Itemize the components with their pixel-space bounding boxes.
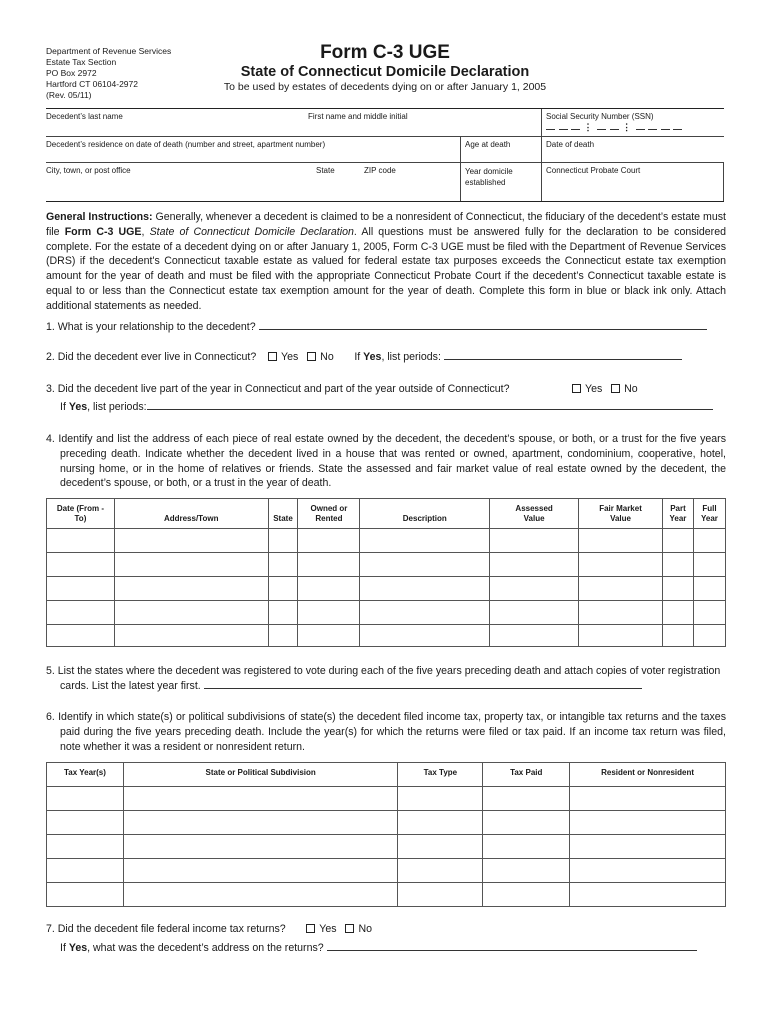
q3-no-label: No [624,383,638,395]
decedent-info-grid [46,108,724,202]
ssn-cell[interactable] [541,109,654,137]
residence-label: Decedent’s residence on date of death (number and street, apartment number) [46,140,326,149]
instructions-lead: General Instructions: [46,211,153,223]
q2-text: 2. Did the decedent ever live in Connecticut? [46,351,257,363]
probate-court-label: Connecticut Probate Court [546,166,641,175]
col-resident: Resident or Nonresident [570,763,726,787]
year-domicile-cell[interactable] [460,163,542,201]
table-row[interactable] [47,601,726,625]
q7-if-text: If [60,942,69,954]
q2-periods-field[interactable] [444,359,682,360]
question-5 [46,664,726,694]
q2-yes-label: Yes [281,351,299,363]
q5-text: 5. List the states where the decedent was registered to vote during each of the five years preceding death and attach copies of voter registration cards. List the latest year first. [46,665,721,692]
q7-address-row [60,941,697,956]
col-tax-year: Tax Year(s) [47,763,124,787]
question-7 [46,922,372,937]
date-death-cell[interactable] [541,137,594,163]
first-name-label: First name and middle initial [308,112,408,121]
real-estate-header-row [47,499,726,529]
table-row[interactable] [47,625,726,647]
table-row[interactable] [47,577,726,601]
col-fair-market: Fair Market Value [579,499,663,529]
row-city [46,163,724,201]
instructions-form-title: State of Connecticut Domicile Declaration [149,225,354,238]
row-residence [46,137,724,163]
question-3 [46,382,726,397]
agency-pobox: PO Box 2972 [46,68,97,78]
instructions-text-1: Generally, whenever a decedent is claimed to be a nonresident of Connecticut, the fiduciary of the decedent’s estate must file [46,211,726,238]
col-tax-type: Tax Type [398,763,483,787]
table-row[interactable] [47,811,726,835]
q7-yes-checkbox[interactable] [306,924,315,933]
q2-no-label: No [320,351,334,363]
question-1 [46,320,707,335]
row-names [46,109,724,137]
q1-text: 1. What is your relationship to the decedent? [46,321,256,333]
q6-text: 6. Identify in which state(s) or political subdivisions of state(s) the decedent filed income tax, property tax, or intangible tax returns and the taxes paid during the five years preceding death. Include the year(s) for which the returns were filed or tax paid. If an income tax return was filed, note whether it was a resident or nonresident return. [46,711,726,753]
col-description: Description [360,499,490,529]
city-label: City, town, or post office [46,166,131,175]
q7-if-rest: , what was the decedent’s address on the returns? [87,942,324,954]
agency-name: Department of Revenue Services [46,46,172,56]
age-label: Age at death [465,140,511,149]
state-label: State [316,166,335,175]
q5-voting-field[interactable] [204,688,642,689]
tax-header-row [47,763,726,787]
form-note: To be used by estates of decedents dying on or after January 1, 2005 [223,81,547,93]
q3-periods-row [60,400,713,415]
col-date: Date (From - To) [47,499,115,529]
q2-if-rest: , list periods: [381,351,441,363]
q2-yes-checkbox[interactable] [268,352,277,361]
form-revision: (Rev. 05/11) [46,90,92,100]
general-instructions [46,210,726,314]
q3-yes-checkbox[interactable] [572,384,581,393]
q3-no-checkbox[interactable] [611,384,620,393]
table-row[interactable] [47,553,726,577]
q7-text: 7. Did the decedent file federal income tax returns? [46,923,286,935]
agency-section: Estate Tax Section [46,57,117,67]
probate-court-cell[interactable] [541,163,724,201]
instructions-form-ref: Form C-3 UGE [64,225,142,238]
ssn-boxes[interactable]: ⋮ ⋮ [546,122,682,133]
q7-if-bold: Yes [68,942,88,954]
q2-if-text: If [354,351,364,363]
q7-yes-label: Yes [319,923,337,935]
tax-returns-table [46,762,726,907]
q3-options [572,382,638,397]
col-subdivision: State or Political Subdivision [123,763,398,787]
col-owned: Owned or Rented [298,499,360,529]
q7-address-field[interactable] [327,950,697,951]
q3-if-text: If [60,401,69,413]
last-name-label: Decedent’s last name [46,112,123,121]
col-state: State [268,499,298,529]
instructions-text-2: , [141,225,150,238]
col-part-year: Part Year [662,499,693,529]
table-row[interactable] [47,529,726,553]
table-row[interactable] [47,883,726,907]
question-2 [46,350,682,365]
q7-no-checkbox[interactable] [345,924,354,933]
form-subtitle: State of Connecticut Domicile Declaration [240,64,530,80]
table-row[interactable] [47,835,726,859]
col-address: Address/Town [114,499,268,529]
instructions-text-3: . All questions must be answered fully for the declaration to be considered complete. For the estate of a decedent dying on or after January 1, 2005, Form C-3 UGE must be filed with the Department of Revenue Services (DRS) if the decedent's Connecticut taxable estate as valued for federal estate tax purposes exceeds the Connecticut estate tax exemption amount for the year of death and must be filed with the appropriate Connecticut Probate Court if the decedent’s Connecticut taxable estate is equal to or less than the Connecticut estate tax exemption amount for the year of death. Complete this form in blue or black ink only. Attach additional statements as needed. [46,225,726,312]
agency-city: Hartford CT 06104-2972 [46,79,138,89]
q3-text: 3. Did the decedent live part of the year in Connecticut and part of the year outside of Connecticut? [46,383,510,395]
table-row[interactable] [47,859,726,883]
q3-if-bold: Yes [68,401,88,413]
q3-periods-field[interactable] [147,409,713,410]
zip-label: ZIP code [364,166,396,175]
real-estate-table [46,498,726,647]
col-full-year: Full Year [693,499,725,529]
date-death-label: Date of death [546,140,595,149]
ssn-label: Social Security Number (SSN) [546,112,654,121]
relationship-field[interactable] [259,329,707,330]
q7-no-label: No [358,923,372,935]
q3-if-rest: , list periods: [87,401,147,413]
form-title: Form C-3 UGE [320,42,450,63]
col-assessed: Assessed Value [490,499,579,529]
q4-text: 4. Identify and list the address of each piece of real estate owned by the decedent, the decedent’s spouse, or both, or a trust for the five years preceding death. Indicate whether the decedent lived in a house that was rented or owned, apartment, condominium, cooperative, hotel, nursing home, or in the home of relatives or friends. State the assessed and fair market value of real estate owned by the decedent, the decedent’s spouse, or both, or a trust in the year of death. [46,433,726,490]
q2-if-bold: Yes [363,351,382,363]
table-row[interactable] [47,787,726,811]
q2-no-checkbox[interactable] [307,352,316,361]
age-cell[interactable] [460,137,542,163]
year-domicile-label: Year domicile established [465,167,513,187]
q3-yes-label: Yes [585,383,603,395]
col-tax-paid: Tax Paid [483,763,570,787]
